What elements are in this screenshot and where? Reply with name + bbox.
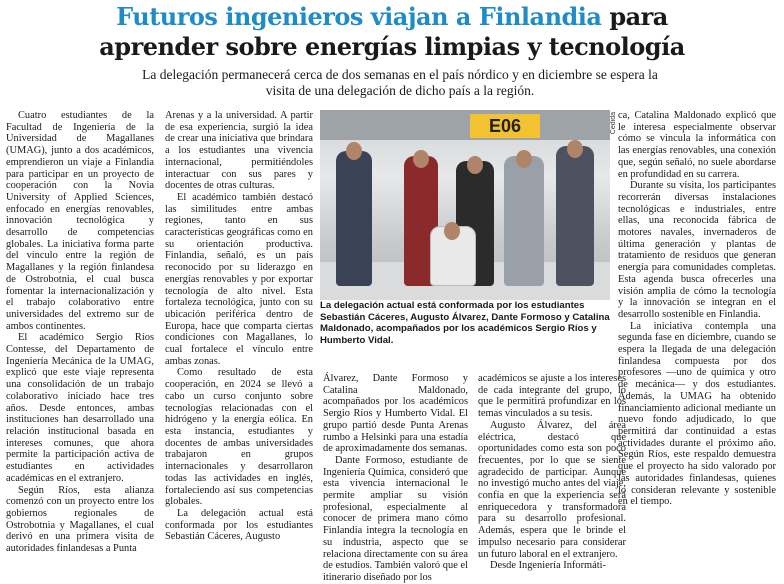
group-photo — [320, 110, 610, 300]
paragraph: Cuatro estudiantes de la Facultad de Ingeniería de la Universidad de Magallanes (UMAG), junto a dos académicos, emprendieron un viaje a Finlandia para participar en un proyecto de cooperación con la Novia University of Applied Sciences, enfocado en energías renovables, innovación tecnológica y desarrollo de competencias globales. La iniciativa forma parte del vínculo entre la región de Magallanes y la región finlandesa de Ostrobotnia, el cual busca fomentar la internacionalización y el trabajo colaborativo entre universidades del extremo sur de ambos continentes. — [6, 110, 154, 332]
photo-credit: Cedida — [610, 112, 617, 135]
gate-sign: E06 — [470, 114, 540, 138]
photo-caption: La delegación actual está conformada por los estudiantes Sebastián Cáceres, Augusto Álvarez, Dante Formoso y Catalina Maldonado, acompañados por los académicos Sergio Ríos y Humberto Vidal. — [320, 300, 610, 346]
paragraph: El académico también destacó las similitudes entre ambas regiones, tanto en sus características geográficas como en su orientación productiva. Finlandia, señaló, es un país reconocido por su liderazgo en energías renovables y por exportar tecnología de alto nivel. Esta fortaleza tecnológica, junto con su ubicación periférica dentro de Europa, hace que comparta ciertas condiciones con Magallanes, lo cual fortalece el vínculo entre ambas zonas. — [165, 191, 313, 367]
headline-line2: aprender sobre energías limpias y tecnología — [99, 32, 685, 61]
paragraph: Como resultado de esta cooperación, en 2024 se llevó a cabo un curso conjunto sobre tecnologías relacionadas con el hidrógeno y la energía eólica. En esta instancia, estudiantes y docentes de ambas universidades trabajaron en grupos internacionales y desarrollaron todas las actividades en inglés, fortaleciendo así sus competencias globales. — [165, 367, 313, 508]
ceiling — [320, 110, 610, 140]
person-head — [346, 142, 362, 160]
paragraph: Durante su visita, los participantes recorrerán diversas instalaciones tecnológicas e industriales, entre ellas, una reconocida fábrica de motores navales, invernaderos de última generación y plantas de tratamiento de residuos que generan energía para comunidades completas. Esta agenda busca ofrecerles una visión amplia de cómo la tecnología y la innovación se integran en el desarrollo sostenible en Finlandia. — [618, 180, 776, 320]
person-head — [413, 150, 429, 168]
paragraph: Augusto Álvarez, del área eléctrica, destacó que oportunidades como esta son poco frecuentes, por lo que se siente agradecido de participar. Aunque no investigó mucho antes del viaje, confía en que la experiencia será enriquecedora y transformadora para su desarrollo profesional. Además, espera que le brinde el impulso necesario para considerar un futuro laboral en el extranjero. — [478, 419, 626, 560]
paragraph: Según Ríos, esta alianza comenzó con un proyecto entre los gobiernos regionales de Ostrobotnia y Magallanes, el cual derivó en una primera visita de autoridades finlandesas a Punta — [6, 484, 154, 555]
paragraph: La iniciativa contempla una segunda fase en diciembre, cuando se espera la llegada de una delegación finlandesa compuesta por dos profesores —uno de química y otro de mecánica— y dos estudiantes. Además, la UMAG ha obtenido financiamiento adicional mediante un nuevo fondo adjudicado, lo que permitirá dar continuidad a estas actividades durante el próximo año. Según Ríos, este respaldo demuestra que el proyecto ha sido valorado por las autoridades finlandesas, quienes lo consideran relevante y sostenible en el tiempo. — [618, 320, 776, 508]
headline — [0, 2, 784, 62]
column-1 — [6, 110, 154, 555]
person-figure — [504, 156, 544, 286]
paragraph: Álvarez, Dante Formoso y Catalina Maldonado, acompañados por los académicos Sergio Ríos y Humberto Vidal. El grupo partió desde Punta Arenas rumbo a Helsinki para una estadía de aproximadamente dos semanas. — [323, 373, 468, 455]
paragraph: académicos se ajuste a los intereses de cada integrante del grupo, lo que le permitirá profundizar en los temas vinculados a su tesis. — [478, 373, 626, 420]
column-4 — [478, 373, 626, 572]
person-head — [567, 140, 583, 158]
person-figure — [336, 151, 372, 286]
person-head — [467, 156, 483, 174]
column-3 — [323, 373, 468, 584]
person-head — [516, 150, 532, 168]
paragraph: Arenas y a la universidad. A partir de esa experiencia, surgió la idea de crear una iniciativa que brindara a los estudiantes una vivencia internacional, permitiéndoles interactuar con sus pares y docentes de otras culturas. — [165, 110, 313, 192]
headline-accent: Futuros ingenieros viajan a Finlandia — [116, 2, 602, 31]
subtitle: La delegación permanecerá cerca de dos semanas en el país nórdico y en diciembre se espera la visita de una delegación de dicho país a la región. — [142, 67, 658, 98]
person-figure — [556, 146, 594, 286]
paragraph: El académico Sergio Ríos Contesse, del Departamento de Ingeniería Mecánica de la UMAG, explicó que este viaje representa una consolidación de un trabajo colaborativo iniciado hace tres años. Desde entonces, ambas instituciones han desarrollado una relación institucional basada en intereses comunes, que ahora permite la participación activa de estudiantes en actividades académicas en el extranjero. — [6, 332, 154, 484]
paragraph: La delegación actual está conformada por los estudiantes Sebastián Cáceres, Augusto — [165, 507, 313, 543]
paragraph: Dante Formoso, estudiante de Ingeniería Química, consideró que esta vivencia internacional le permite ampliar su visión profesional, especialmente al conocer de primera mano cómo Finlandia integra la tecnología en su industria, aspecto que se relaciona directamente con su área de estudios. También valoró que el itinerario diseñado por los — [323, 454, 468, 583]
paragraph: ca, Catalina Maldonado explicó que le interesa especialmente observar cómo se vincula la informática con las energías renovables, una conexión que, según señaló, no suele abordarse en profundidad en su carrera. — [618, 110, 776, 180]
person-head — [444, 222, 460, 240]
column-5 — [618, 110, 776, 508]
headline-rest: para — [601, 2, 668, 31]
paragraph: Desde Ingeniería Informáti- — [490, 560, 606, 572]
column-2 — [165, 110, 313, 543]
